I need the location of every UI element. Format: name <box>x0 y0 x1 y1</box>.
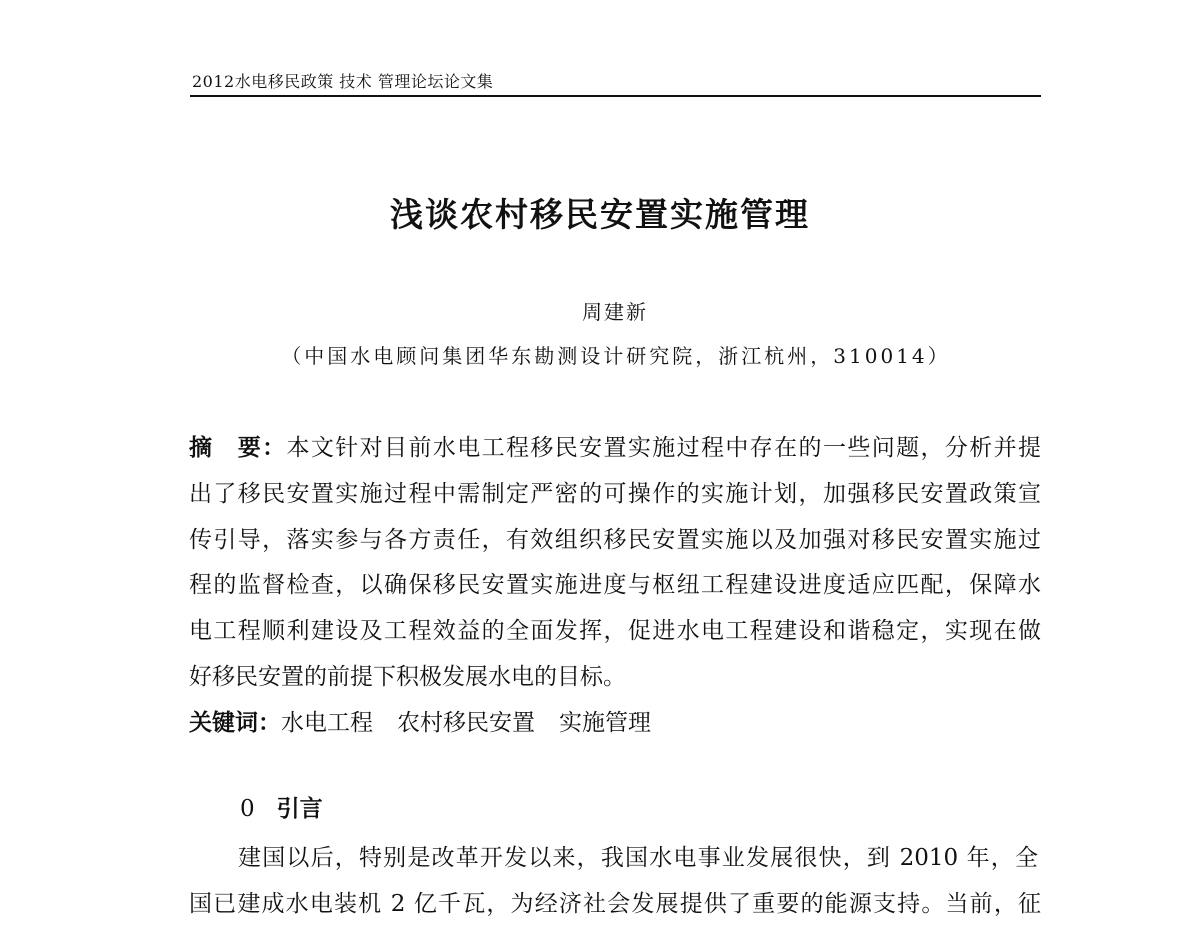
abstract-label: 摘 要： <box>189 434 287 461</box>
keyword-item: 水电工程 <box>281 710 373 736</box>
section-title: 引言 <box>276 795 323 822</box>
keyword-item: 农村移民安置 <box>397 710 535 736</box>
keywords <box>189 708 651 738</box>
keywords-label: 关键词： <box>189 709 281 736</box>
abstract-line-6: 好移民安置的前提下积极发展水电的目标。 <box>189 664 626 690</box>
paper-title: 浅谈农村移民安置实施管理 <box>390 195 810 234</box>
body-line-2: 国已建成水电装机 2 亿千瓦，为经济社会发展提供了重要的能源支持。当前，征 <box>189 891 1041 917</box>
abstract-text: 本文针对目前水电工程移民安置实施过程中存在的一些问题，分析并提 <box>286 435 1041 461</box>
abstract-line-2: 出了移民安置实施过程中需制定严密的可操作的实施计划，加强移民安置政策宣 <box>189 481 1041 507</box>
author-affiliation: （中国水电顾问集团华东勘测设计研究院，浙江杭州，310014） <box>281 344 951 368</box>
abstract-line-5: 电工程顺利建设及工程效益的全面发挥，促进水电工程建设和谐稳定，实现在做 <box>189 618 1041 644</box>
keyword-item: 实施管理 <box>559 710 651 736</box>
abstract-line-4: 程的监督检查，以确保移民安置实施进度与枢纽工程建设进度适应匹配，保障水 <box>189 572 1041 598</box>
abstract-line-1 <box>189 433 1041 463</box>
header-rule <box>190 95 1041 97</box>
section-number: 0 <box>240 796 255 822</box>
running-header: 2012水电移民政策 技术 管理论坛论文集 <box>192 72 494 91</box>
abstract-line-3: 传引导，落实参与各方责任，有效组织移民安置实施以及加强对移民安置实施过 <box>189 527 1041 553</box>
section-heading <box>240 794 323 824</box>
author-name: 周建新 <box>582 300 648 324</box>
body-line-1: 建国以后，特别是改革开发以来，我国水电事业发展很快，到 2010 年，全 <box>238 845 1038 871</box>
